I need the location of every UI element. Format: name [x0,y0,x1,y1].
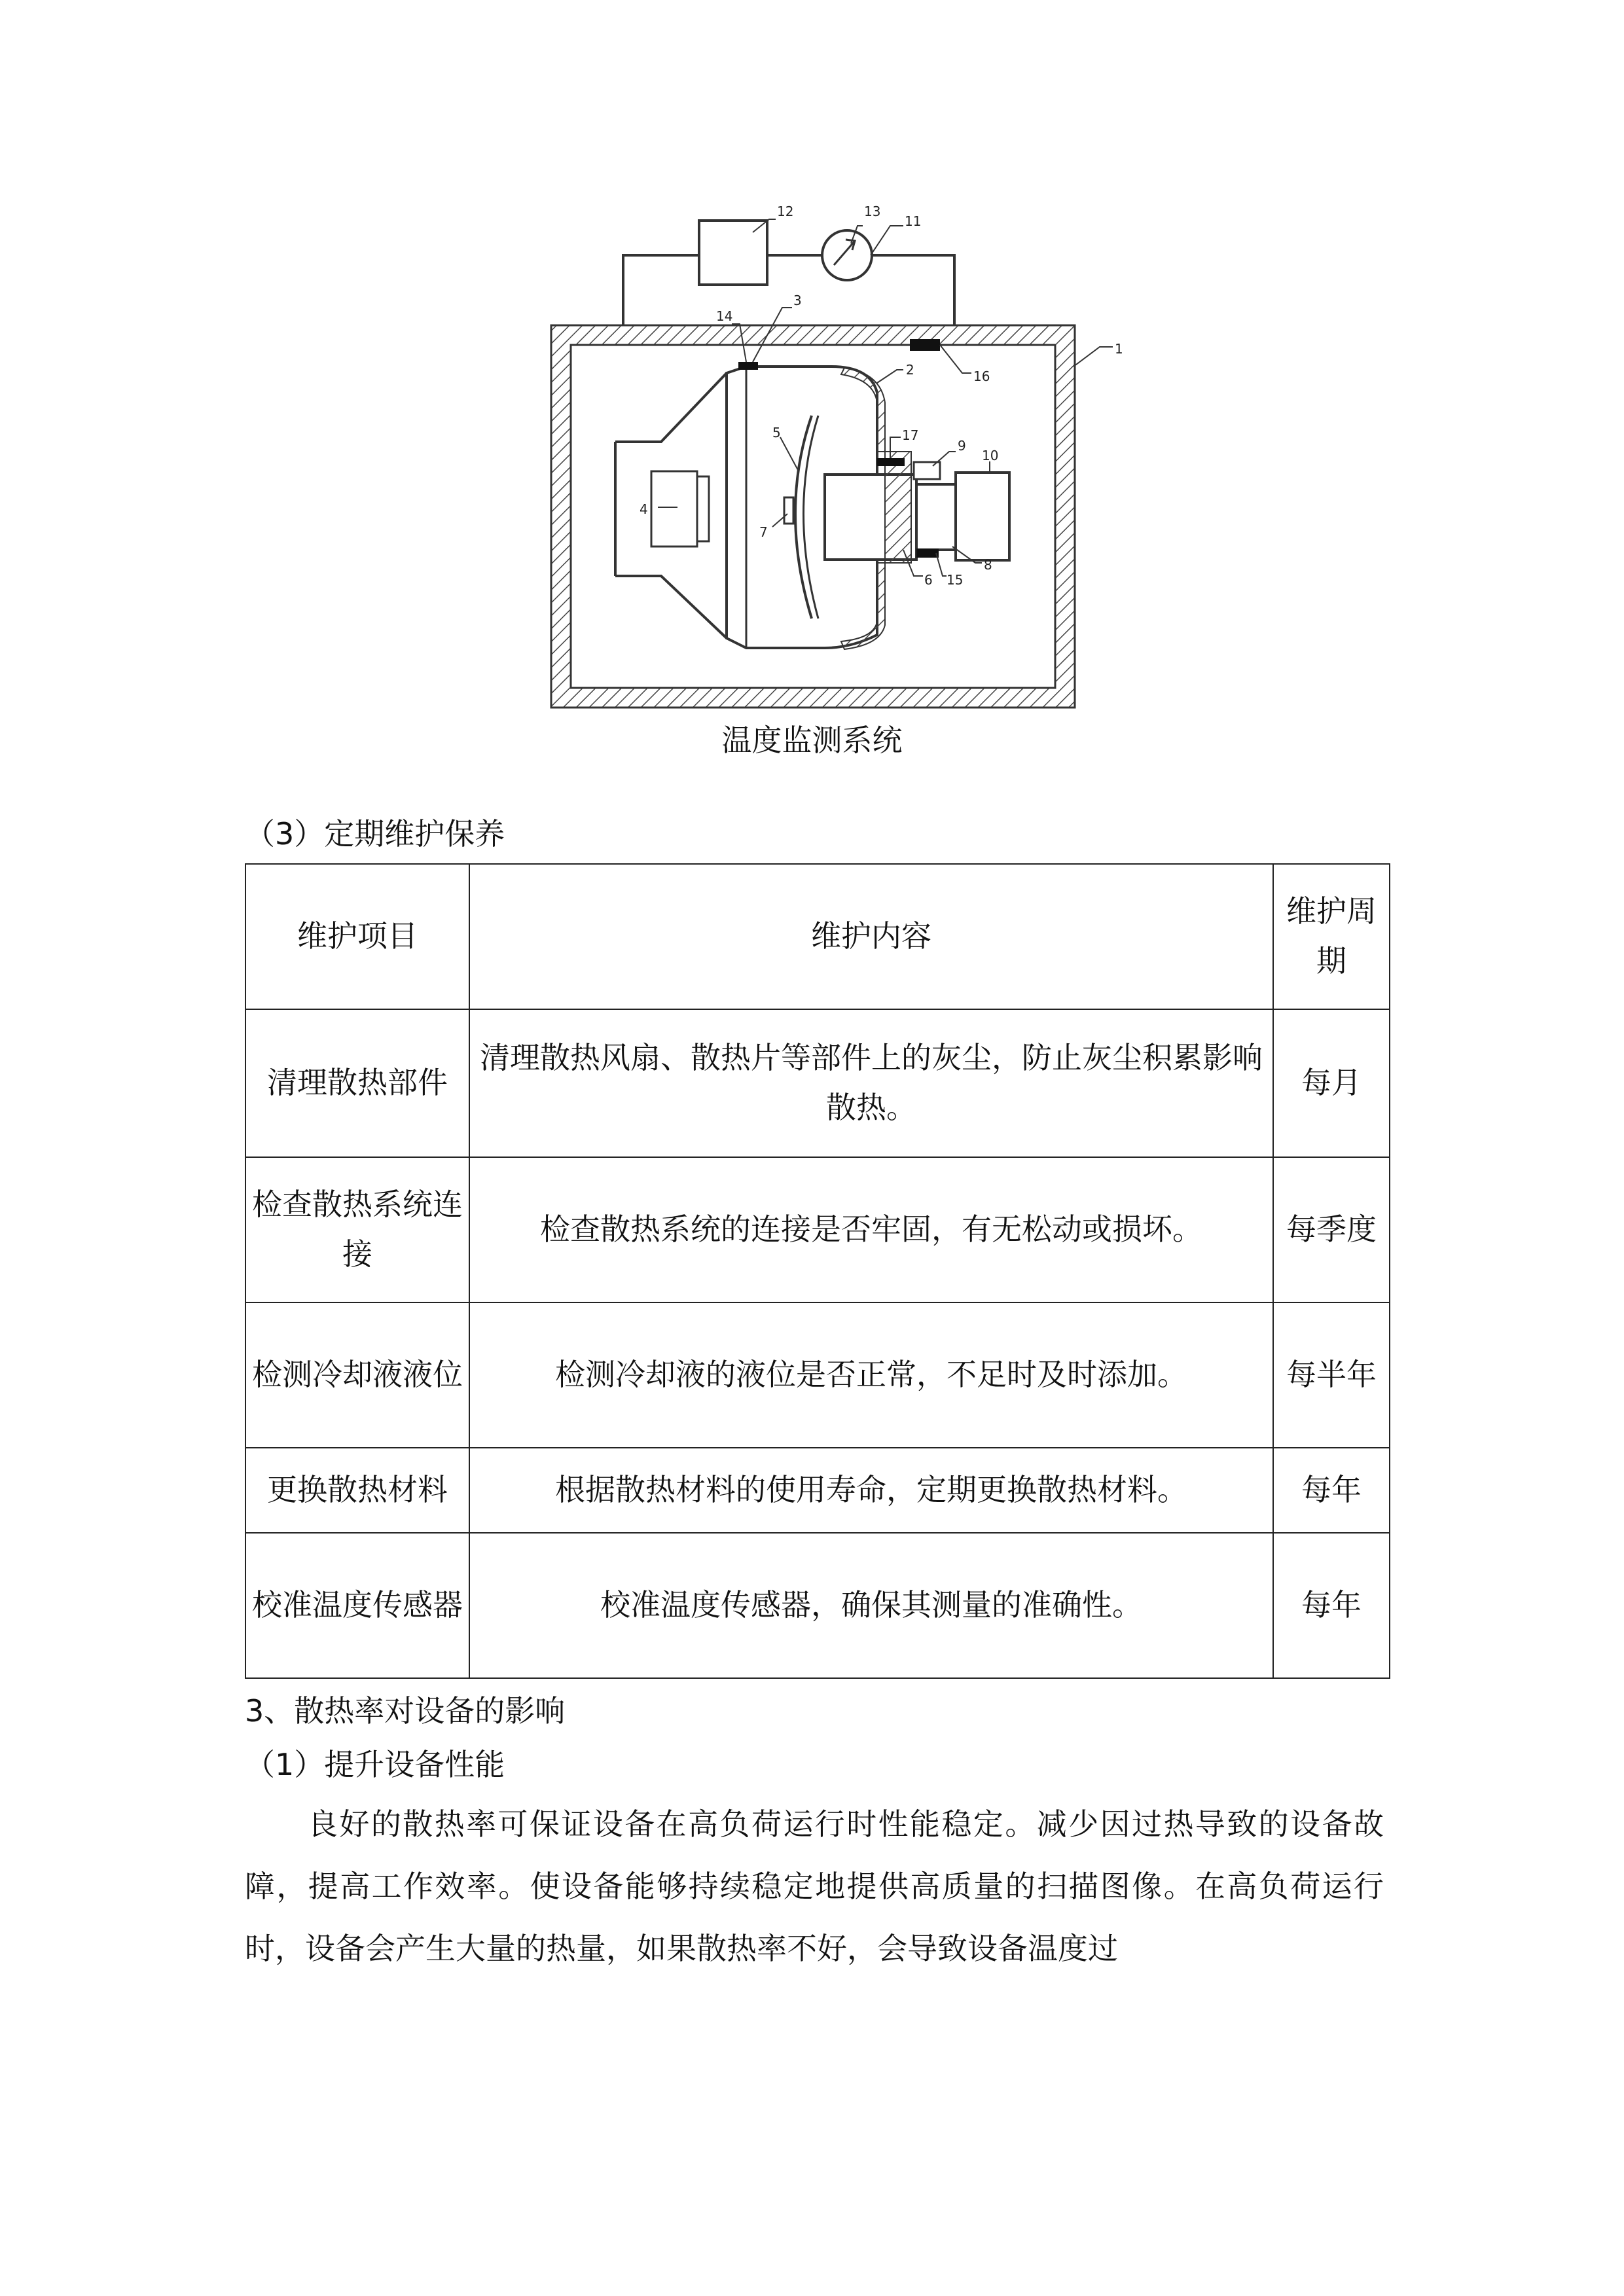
shaft-housing [885,452,911,563]
row-item: 更换散热材料 [245,1448,469,1533]
table-row [245,1302,1390,1448]
label-12: 12 [777,204,794,219]
sensor-16 [910,339,940,351]
figure-caption: 温度监测系统 [721,723,903,758]
label-4: 4 [640,501,648,517]
row-period: 每年 [1273,1533,1390,1678]
body-left-top [615,373,727,442]
pump-13 [822,230,872,280]
coupling-8 [916,484,956,550]
label-13: 13 [864,204,881,219]
pipe-right [872,255,954,325]
motor-10 [956,473,1009,560]
label-14: 14 [716,308,733,324]
row-content: 检查散热系统的连接是否牢固，有无松动或损坏。 [469,1157,1273,1302]
header-item: 维护项目 [245,864,469,1009]
row-content: 清理散热风扇、散热片等部件上的灰尘，防止灰尘积累影响散热。 [469,1009,1273,1157]
subsection-heading-1: （1）提升设备性能 [245,1747,505,1782]
label-16: 16 [973,368,990,384]
label-5: 5 [772,425,781,440]
header-content: 维护内容 [469,864,1273,1009]
part-9 [914,462,940,479]
label-1: 1 [1115,341,1123,357]
device-4-flange [697,476,709,541]
table-row [245,1009,1390,1157]
sensor-14 [738,362,758,370]
label-2: 2 [906,362,914,378]
label-15: 15 [947,572,964,588]
body-left-bottom [615,576,727,638]
row-item: 检查散热系统连接 [245,1157,469,1302]
label-8: 8 [984,557,992,573]
temperature-monitoring-diagram [543,190,1290,720]
section-heading-3: 3、散热率对设备的影响 [245,1693,566,1729]
label-7: 7 [759,524,768,540]
row-content: 校准温度传感器，确保其测量的准确性。 [469,1533,1273,1678]
row-content: 根据散热材料的使用寿命，定期更换散热材料。 [469,1448,1273,1533]
part-7 [784,497,793,524]
row-item: 清理散热部件 [245,1009,469,1157]
header-period: 维护周期 [1273,864,1390,1009]
row-period: 每月 [1273,1009,1390,1157]
sensor-15 [916,548,939,558]
row-item: 校准温度传感器 [245,1533,469,1678]
body-paragraph: 良好的散热率可保证设备在高负荷运行时性能稳定。减少因过热导致的设备故障，提高工作效率。使设备能够持续稳定地提供高质量的扫描图像。在高负荷运行时，设备会产生大量的热量，如果散热率不好，会导致设备温度过 [245,1806,1384,1966]
label-10: 10 [982,448,999,463]
label-11: 11 [905,213,922,229]
row-content: 检测冷却液的液位是否正常，不足时及时添加。 [469,1302,1273,1448]
row-period: 每季度 [1273,1157,1390,1302]
label-3: 3 [793,293,802,308]
sensor-17 [877,458,905,466]
unit-12 [699,221,767,285]
label-9: 9 [958,438,966,454]
label-6: 6 [924,572,933,588]
device-4-inner [651,471,697,547]
maintenance-table [245,863,1390,1679]
row-period: 每半年 [1273,1302,1390,1448]
table-row [245,1448,1390,1533]
label-17: 17 [902,427,919,443]
table-row [245,1157,1390,1302]
section-heading-maintenance: （3）定期维护保养 [245,816,505,852]
pipe-left [623,255,699,325]
row-period: 每年 [1273,1448,1390,1533]
table-row [245,1533,1390,1678]
row-item: 检测冷却液液位 [245,1302,469,1448]
table-header-row [245,864,1390,1009]
